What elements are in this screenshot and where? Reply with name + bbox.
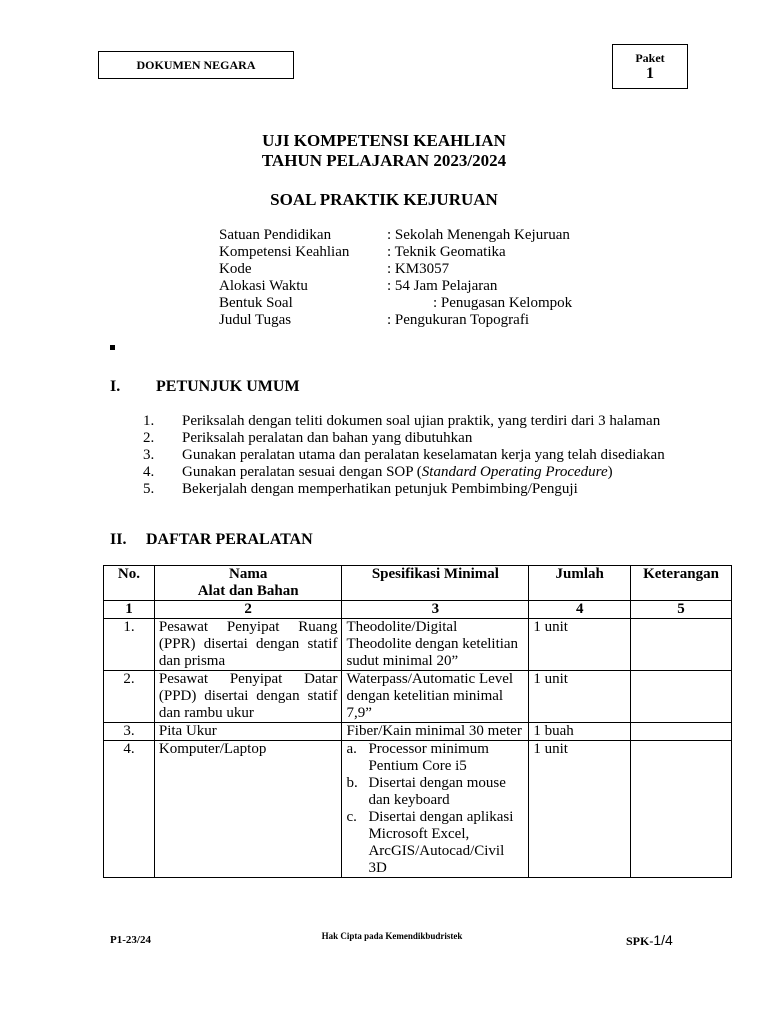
list-item-number: 4. <box>143 464 155 480</box>
cell-keterangan <box>631 741 732 878</box>
cell-nama: Pesawat Penyipat Ruang (PPR) disertai dengan statif dan prisma <box>154 619 342 671</box>
footer-page-indicator <box>626 932 673 950</box>
spec-list <box>346 741 524 877</box>
column-number: 4 <box>529 601 631 619</box>
paket-label: Paket <box>635 51 665 65</box>
cell-nama: Komputer/Laptop <box>154 741 342 878</box>
list-item-number: 2. <box>143 430 155 446</box>
title-line-1: UJI KOMPETENSI KEAHLIAN <box>262 131 506 150</box>
spec-marker: a. <box>346 741 357 757</box>
list-item-number: 1. <box>143 413 155 429</box>
cell-jumlah: 1 unit <box>529 671 631 723</box>
header-nama-line: Alat dan Bahan <box>197 583 299 599</box>
spec-list-item <box>346 741 524 775</box>
section-2-title: DAFTAR PERALATAN <box>146 531 313 548</box>
info-row <box>219 295 572 312</box>
cell-no: 4. <box>104 741 155 878</box>
cell-keterangan <box>631 723 732 741</box>
info-value: : Teknik Geomatika <box>387 244 506 260</box>
spec-marker: b. <box>346 775 358 791</box>
info-row <box>219 261 572 278</box>
info-key: Kompetensi Keahlian <box>219 244 350 260</box>
spec-text: Disertai dengan aplikasi Microsoft Excel, ArcGIS/Autocad/Civil 3D <box>368 809 514 876</box>
list-item-text: Bekerjalah dengan memperhatikan petunjuk Pembimbing/Penguji <box>182 481 578 497</box>
equipment-table <box>103 565 732 878</box>
footer-page-prefix: SPK- <box>626 934 654 948</box>
section-2-number: II. <box>110 531 127 548</box>
spec-text: Disertai dengan mouse dan keyboard <box>368 775 506 808</box>
cell-spec: Waterpass/Automatic Level dengan ketelitian minimal 7,9” <box>342 671 529 723</box>
table-column-number-row <box>104 601 732 619</box>
table-row <box>104 723 732 741</box>
title-line-2: TAHUN PELAJARAN 2023/2024 <box>261 151 507 170</box>
cell-jumlah: 1 buah <box>529 723 631 741</box>
info-row <box>219 227 572 244</box>
header-no: No. <box>104 566 155 601</box>
info-key: Bentuk Soal <box>219 295 293 311</box>
section-1-title: PETUNJUK UMUM <box>156 378 300 395</box>
list-item <box>143 481 676 498</box>
header-keterangan: Keterangan <box>631 566 732 601</box>
table-row <box>104 619 732 671</box>
info-value: : 54 Jam Pelajaran <box>387 278 498 294</box>
spec-text: Processor minimum Pentium Core i5 <box>368 741 489 774</box>
cell-nama: Pita Ukur <box>154 723 342 741</box>
paket-number: 1 <box>646 65 654 82</box>
header-nama <box>154 566 342 601</box>
info-value: : Penugasan Kelompok <box>433 295 573 311</box>
info-key: Alokasi Waktu <box>219 278 308 294</box>
cell-keterangan <box>631 619 732 671</box>
info-value: : Pengukuran Topografi <box>387 312 529 328</box>
table-header-row <box>104 566 732 601</box>
footer-code: P1-23/24 <box>110 934 151 946</box>
cell-no: 1. <box>104 619 155 671</box>
info-key: Satuan Pendidikan <box>219 227 332 243</box>
document-classification-label: DOKUMEN NEGARA <box>136 57 256 72</box>
list-item-text-italic: Standard Operating Procedure <box>421 464 608 480</box>
list-item-text <box>182 464 676 481</box>
list-item-text: Gunakan peralatan utama dan peralatan keselamatan kerja yang telah disediakan <box>182 447 665 463</box>
header-nama-line: Nama <box>229 566 268 582</box>
info-row <box>219 244 572 261</box>
header-jumlah: Jumlah <box>529 566 631 601</box>
info-row <box>219 312 572 329</box>
list-item-number: 3. <box>143 447 155 463</box>
spec-marker: c. <box>346 809 357 825</box>
cell-nama: Pesawat Penyipat Datar (PPD) disertai dengan statif dan rambu ukur <box>154 671 342 723</box>
list-item <box>143 413 676 430</box>
column-number: 5 <box>631 601 732 619</box>
cell-keterangan <box>631 671 732 723</box>
footer-copyright: Hak Cipta pada Kemendikbudristek <box>321 931 463 941</box>
list-item-number: 5. <box>143 481 155 497</box>
cell-spec <box>342 741 529 878</box>
list-item <box>143 447 676 464</box>
table-row <box>104 671 732 723</box>
document-classification-box <box>98 51 294 79</box>
cell-jumlah: 1 unit <box>529 741 631 878</box>
list-item-text: Periksalah dengan teliti dokumen soal ujian praktik, yang terdiri dari 3 halaman <box>182 413 661 429</box>
list-item-text-part: Gunakan peralatan sesuai dengan SOP ( <box>182 464 422 480</box>
cell-spec: Fiber/Kain minimal 30 meter <box>342 723 529 741</box>
cell-jumlah: 1 unit <box>529 619 631 671</box>
cell-no: 3. <box>104 723 155 741</box>
info-value: : KM3057 <box>387 261 450 277</box>
column-number: 3 <box>342 601 529 619</box>
info-value: : Sekolah Menengah Kejuruan <box>387 227 570 243</box>
list-item <box>143 464 676 481</box>
section-1-number: I. <box>110 378 121 395</box>
column-number: 1 <box>104 601 155 619</box>
table-row <box>104 741 732 878</box>
paket-box <box>612 44 688 89</box>
exam-info-block <box>219 227 572 329</box>
list-item <box>143 430 676 447</box>
cell-spec: Theodolite/Digital Theodolite dengan ketelitian sudut minimal 20” <box>342 619 529 671</box>
info-key: Kode <box>219 261 252 277</box>
header-spesifikasi: Spesifikasi Minimal <box>342 566 529 601</box>
column-number: 2 <box>154 601 342 619</box>
list-item-text-part: ) <box>607 464 613 480</box>
info-row <box>219 278 572 295</box>
info-key: Judul Tugas <box>219 312 292 328</box>
list-item-text: Periksalah peralatan dan bahan yang dibutuhkan <box>182 430 473 446</box>
spec-list-item <box>346 775 524 809</box>
cell-no: 2. <box>104 671 155 723</box>
title-line-3: SOAL PRAKTIK KEJURUAN <box>270 190 498 209</box>
footer-page-number: 1/4 <box>653 932 673 948</box>
instruction-list <box>143 413 676 498</box>
spec-list-item <box>346 809 524 877</box>
bullet-marker <box>110 345 115 350</box>
